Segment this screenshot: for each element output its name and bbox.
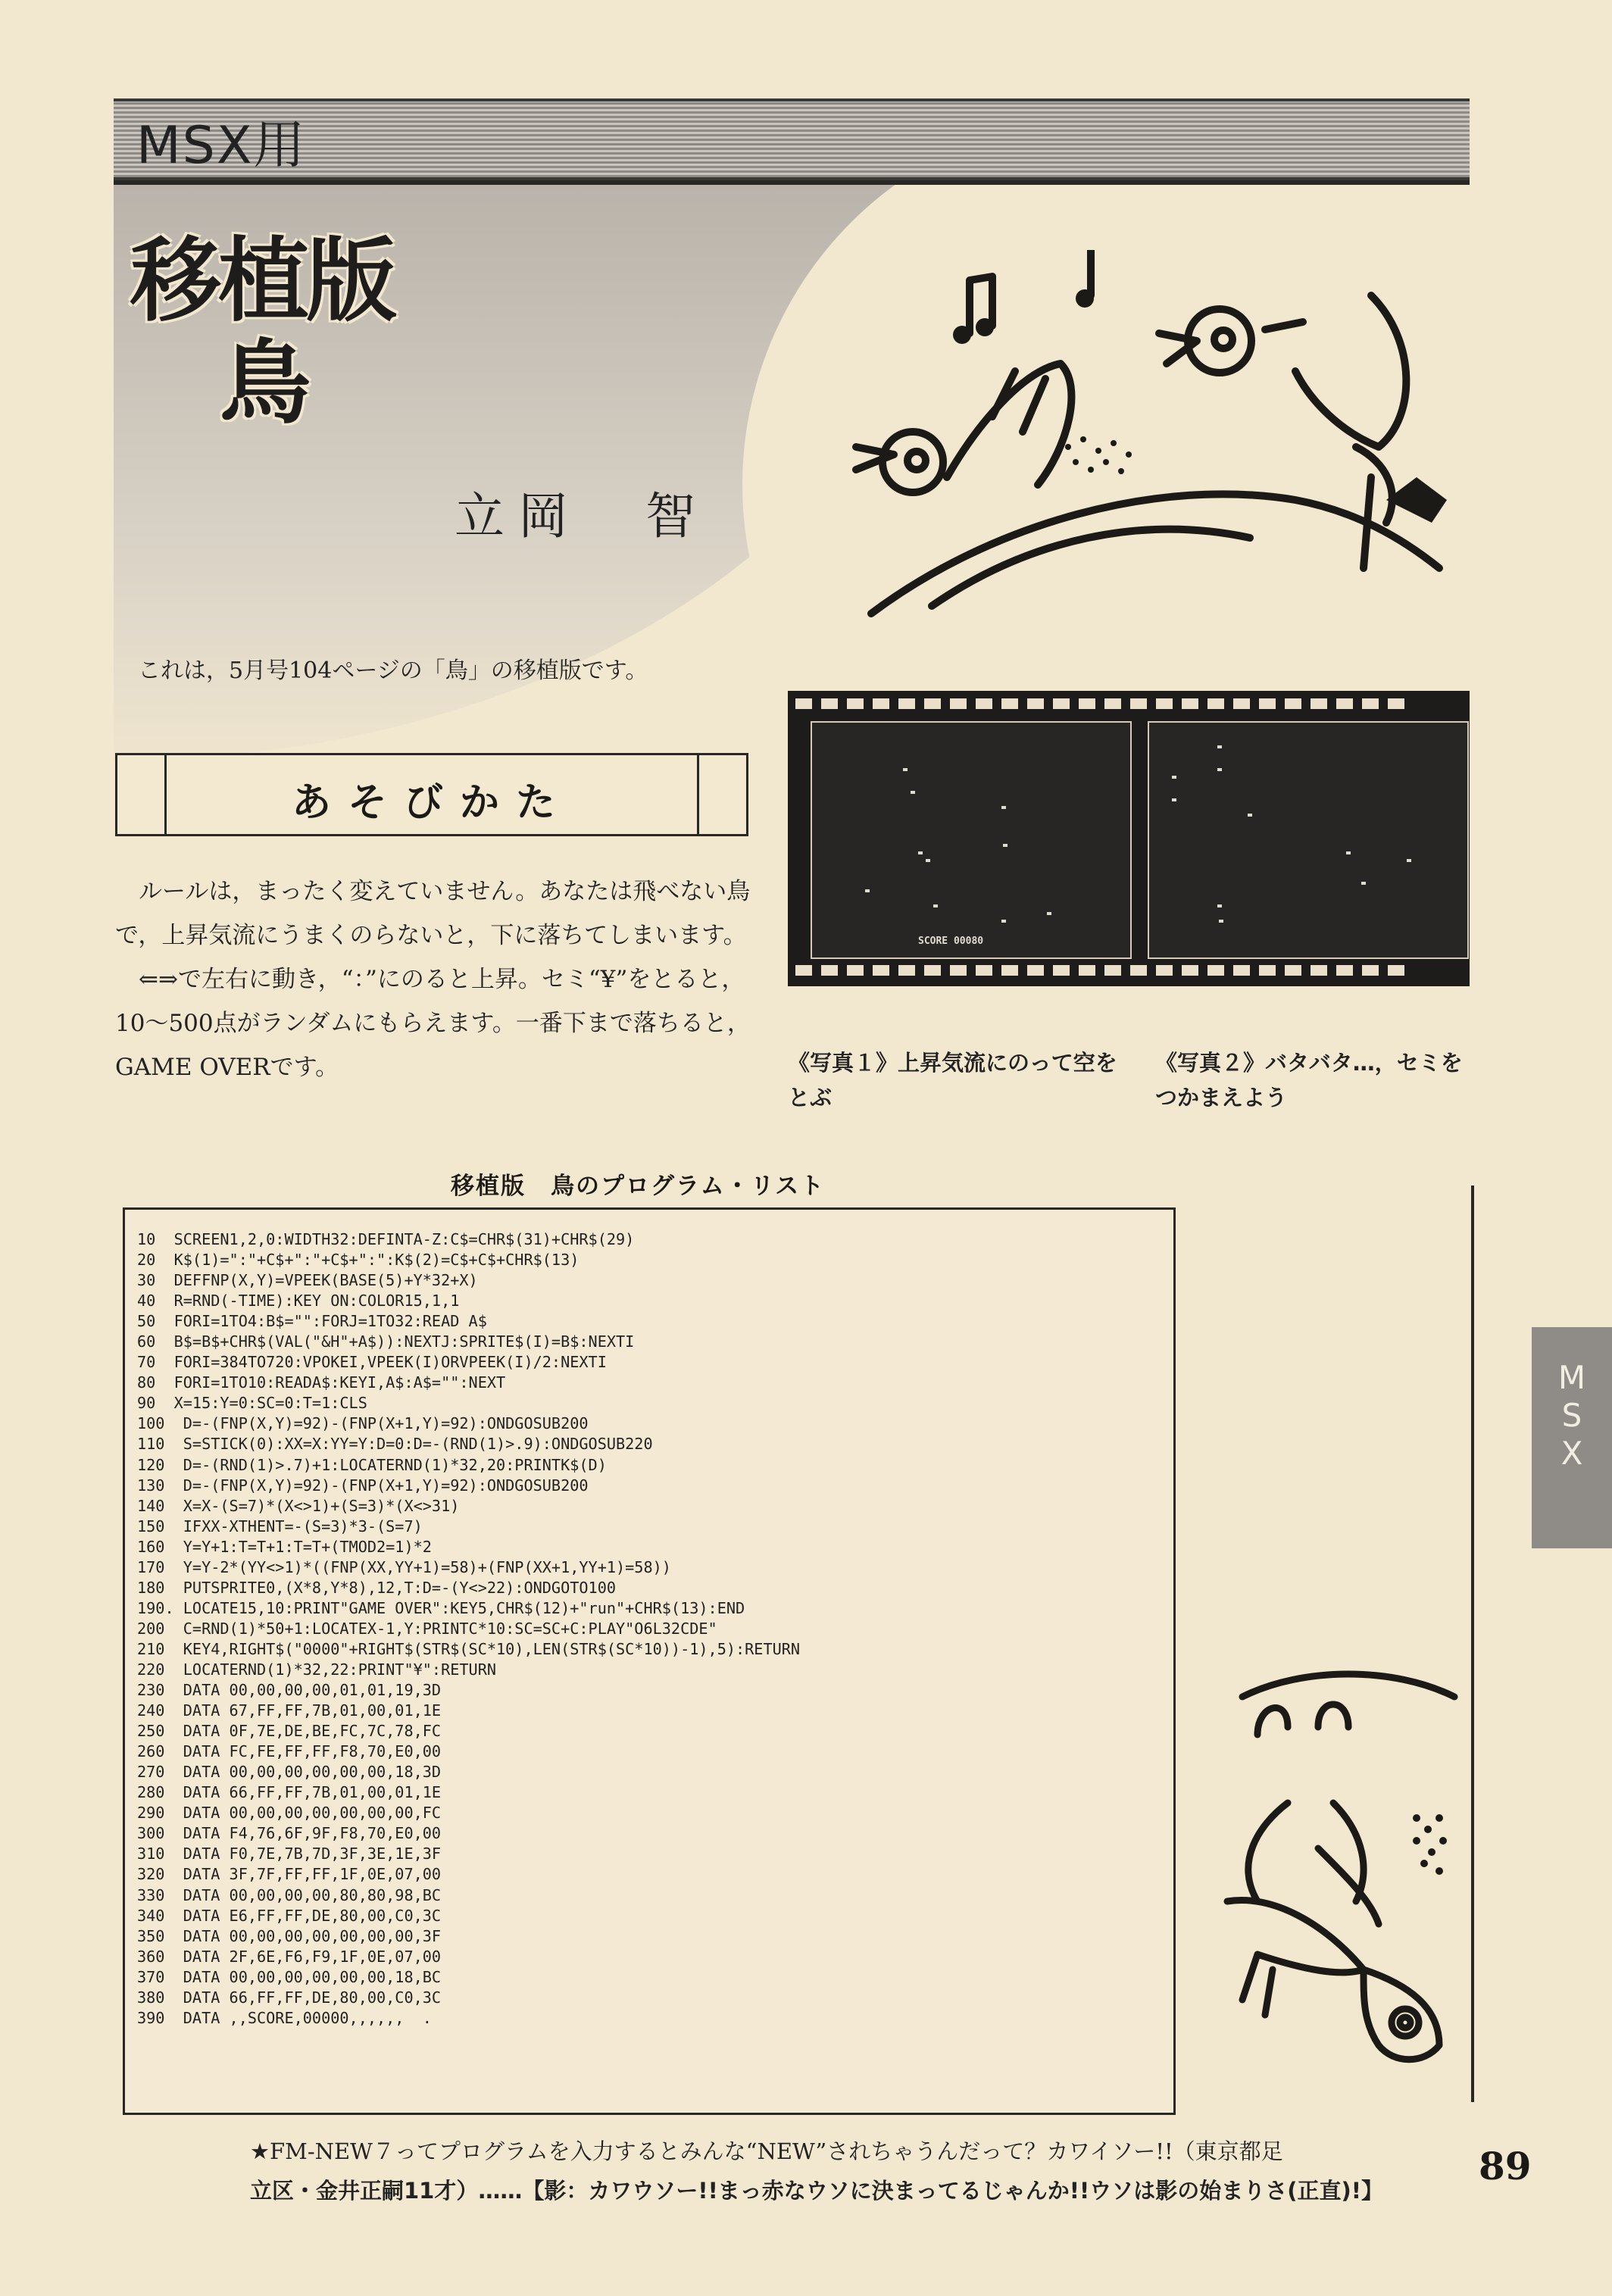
listing-line: 80 FORI=1TO10:READA$:KEYI,A$:A$="":NEXT xyxy=(137,1373,506,1392)
section-tab xyxy=(1532,1327,1612,1548)
listing-line: 160 Y=Y+1:T=T+1:T=T+(TMOD2=1)*2 xyxy=(137,1537,432,1556)
listing-line: 350 DATA 00,00,00,00,00,00,00,3F xyxy=(137,1926,442,1945)
listing-line: 120 D=-(RND(1)>.7)+1:LOCATERND(1)*32,20:PRINTK$(D) xyxy=(137,1455,607,1474)
listing-line: 40 R=RND(-TIME):KEY ON:COLOR15,1,1 xyxy=(137,1292,460,1310)
listing-line: 140 X=X-(S=7)*(X<>1)+(S=3)*(X<>31) xyxy=(137,1496,460,1515)
howto-paragraph: ルールは，まったく変えていません。あなたは飛べない鳥で，上昇気流にうまくのらないと，下に落ちてしまいます。 xyxy=(115,878,751,949)
listing-line: 230 DATA 00,00,00,00,01,01,19,3D xyxy=(137,1681,442,1700)
header-band xyxy=(114,98,1470,180)
listing-line: 310 DATA F0,7E,7B,7D,3F,3E,1E,3F xyxy=(137,1845,442,1863)
howto-heading-box xyxy=(115,753,748,836)
listing-line: 60 B$=B$+CHR$(VAL("&H"+A$)):NEXTJ:SPRITE$(I)=B$:NEXTI xyxy=(137,1332,635,1351)
listing-line: 150 IFXX-XTHENT=-(S=3)*3-(S=7) xyxy=(137,1517,423,1535)
howto-body xyxy=(115,870,759,1089)
reader-note xyxy=(250,2132,1386,2210)
listing-line: 260 DATA FC,FE,FF,FF,F8,70,E0,00 xyxy=(137,1742,442,1761)
side-rule xyxy=(1471,1185,1474,2102)
game-screenshot-2 xyxy=(1148,721,1469,959)
film-strip xyxy=(788,691,1470,986)
listing-line: 320 DATA 3F,7F,FF,FF,1F,0E,07,00 xyxy=(137,1865,442,1884)
article-title-2: 鳥 xyxy=(220,331,311,436)
author-name: 立岡 智 xyxy=(455,487,709,545)
listing-line: 70 FORI=384TO720:VPOKEI,VPEEK(I)ORVPEEK(I)/2:NEXTI xyxy=(137,1353,607,1372)
header-rule xyxy=(114,180,1470,185)
listing-line: 370 DATA 00,00,00,00,00,00,18,BC xyxy=(137,1967,442,1986)
falling-bird-illustration xyxy=(1212,1651,1470,2076)
listing-line: 130 D=-(FNP(X,Y)=92)-(FNP(X+1,Y)=92):ONDGOSUB200 xyxy=(137,1476,589,1495)
listing-line: 270 DATA 00,00,00,00,00,00,18,3D xyxy=(137,1763,442,1782)
reader-note-author: 立区・金井正嗣11才）…… xyxy=(250,2178,523,2204)
listing-line: 330 DATA 00,00,00,00,80,80,98,BC xyxy=(137,1885,442,1904)
listing-line: 190. LOCATE15,10:PRINT"GAME OVER":KEY5,CHR$(12)+"run"+CHR$(13):END xyxy=(137,1598,745,1617)
reader-note-reply: 【影：カワウソー!!まっ赤なウソに決まってるじゃんか!!ウソは影の始まりさ(正直)!】 xyxy=(522,2178,1383,2204)
program-listing xyxy=(123,1207,1176,2115)
listing-line: 210 KEY4,RIGHT$("0000"+RIGHT$(STR$(SC*10),LEN(STR$(SC*10))-1),5):RETURN xyxy=(137,1639,801,1658)
platform-label: MSX用 xyxy=(136,116,307,176)
photo-caption-1: 《写真１》上昇気流にのって空をとぶ xyxy=(788,1050,1117,1111)
birds-illustration xyxy=(841,250,1477,644)
tab-letter: X xyxy=(1560,1435,1583,1472)
listing-line: 90 X=15:Y=0:SC=0:T=1:CLS xyxy=(137,1394,367,1413)
listing-line: 240 DATA 67,FF,FF,7B,01,00,01,1E xyxy=(137,1701,442,1720)
tab-letter: S xyxy=(1561,1397,1582,1434)
listing-line: 200 C=RND(1)*50+1:LOCATEX-1,Y:PRINTC*10:SC=SC+C:PLAY"O6L32CDE" xyxy=(137,1619,717,1638)
sprocket-row-top xyxy=(795,698,1462,712)
page-number: 89 xyxy=(1479,2144,1532,2188)
article-title: 移植版 xyxy=(130,229,394,334)
sprocket-row-bottom xyxy=(795,965,1462,979)
listing-line: 50 FORI=1TO4:B$="":FORJ=1TO32:READ A$ xyxy=(137,1312,487,1331)
listing-line: 170 Y=Y-2*(YY<>1)*((FNP(XX,YY+1)=58)+(FNP(XX+1,YY+1)=58)) xyxy=(137,1557,671,1576)
listing-line: 390 DATA ,,SCORE,00000,,,,,, . xyxy=(137,2008,432,2027)
intro-text: これは，5月号104ページの「鳥」の移植版です。 xyxy=(138,658,648,684)
listing-line: 250 DATA 0F,7E,DE,BE,FC,7C,78,FC xyxy=(137,1722,442,1741)
listing-line: 340 DATA E6,FF,FF,DE,80,00,C0,3C xyxy=(137,1906,442,1925)
listing-line: 110 S=STICK(0):XX=X:YY=Y:D=0:D=-(RND(1)>.9):ONDGOSUB220 xyxy=(137,1435,653,1454)
listing-line: 300 DATA F4,76,6F,9F,F8,70,E0,00 xyxy=(137,1824,442,1843)
listing-line: 180 PUTSPRITE0,(X*8,Y*8),12,T:D=-(Y<>22):ONDGOTO100 xyxy=(137,1578,617,1597)
photo-caption-2: 《写真２》バタバタ…，セミをつかまえよう xyxy=(1155,1050,1463,1111)
listing-code xyxy=(137,1229,800,2029)
listing-line: 290 DATA 00,00,00,00,00,00,00,FC xyxy=(137,1804,442,1823)
listing-line: 280 DATA 66,FF,FF,7B,01,00,01,1E xyxy=(137,1783,442,1802)
listing-line: 10 SCREEN1,2,0:WIDTH32:DEFINTA-Z:C$=CHR$(31)+CHR$(29) xyxy=(137,1230,635,1248)
howto-heading-inner xyxy=(164,755,699,834)
howto-title: あそびかた xyxy=(291,780,572,826)
listing-line: 20 K$(1)=":"+C$+":"+C$+":":K$(2)=C$+C$+CHR$(13) xyxy=(137,1251,580,1270)
tab-letter: M xyxy=(1557,1359,1586,1396)
listing-line: 220 LOCATERND(1)*32,22:PRINT"¥":RETURN xyxy=(137,1660,497,1679)
howto-paragraph: ⇐⇒で左右に動き，“：”にのると上昇。セミ“¥”をとると，10～500点がランダムにもらえます。一番下まで落ちると，GAME OVERです。 xyxy=(115,966,751,1081)
game-screenshot-1 xyxy=(811,721,1132,959)
reader-note-line-1: ★FM-NEW７ってプログラムを入力するとみんな“NEW”されちゃうんだって？カワイソー!!（東京都足 xyxy=(250,2138,1283,2164)
reader-note-line-2 xyxy=(250,2171,1386,2210)
listing-line: 380 DATA 66,FF,FF,DE,80,00,C0,3C xyxy=(137,1988,442,2007)
listing-title: 移植版 鳥のプログラム・リスト xyxy=(451,1173,826,1200)
listing-line: 30 DEFFNP(X,Y)=VPEEK(BASE(5)+Y*32+X) xyxy=(137,1271,478,1290)
listing-line: 100 D=-(FNP(X,Y)=92)-(FNP(X+1,Y)=92):ONDGOSUB200 xyxy=(137,1414,589,1433)
score-readout: SCORE 00080 xyxy=(918,936,984,947)
listing-line: 360 DATA 2F,6E,F6,F9,1F,0E,07,00 xyxy=(137,1947,442,1966)
